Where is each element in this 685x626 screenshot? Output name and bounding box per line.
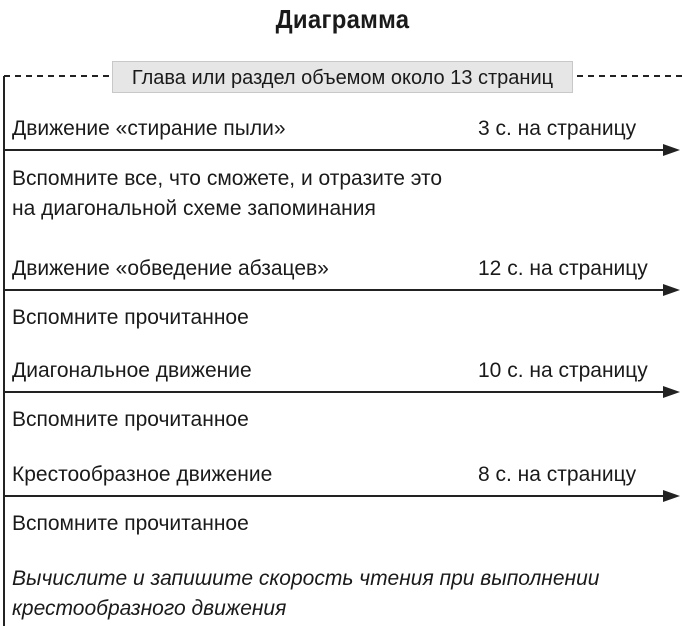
diagram-title: Диаграмма xyxy=(275,4,410,34)
step-2-speed: 12 с. на страницу xyxy=(478,257,648,280)
step-3-label: Диагональное движение xyxy=(12,359,252,382)
recall-2: Вспомните прочитанное xyxy=(12,306,249,329)
recall-4: Вспомните прочитанное xyxy=(12,512,249,535)
header-box: Глава или раздел объемом около 13 страниц xyxy=(112,61,573,93)
step-1-label: Движение «стирание пыли» xyxy=(12,117,286,140)
step-4-label: Крестообразное движение xyxy=(12,463,273,486)
recall-1-line-1: Вспомните все, что сможете, и отразите это xyxy=(12,167,443,190)
final-note-line-2: крестообразного движения xyxy=(12,597,287,620)
arrow-2 xyxy=(4,284,680,296)
arrow-1 xyxy=(4,144,680,156)
recall-1-line-2: на диагональной схеме запоминания xyxy=(12,197,376,220)
recall-3: Вспомните прочитанное xyxy=(12,408,249,431)
final-note-line-1: Вычислите и запишите скорость чтения при выполнении xyxy=(12,567,600,590)
arrow-3 xyxy=(4,386,680,398)
step-4-speed: 8 с. на страницу xyxy=(478,463,637,486)
step-3-speed: 10 с. на страницу xyxy=(478,359,648,382)
step-1-speed: 3 с. на страницу xyxy=(478,117,637,140)
arrow-4 xyxy=(4,490,680,502)
step-2-label: Движение «обведение абзацев» xyxy=(12,257,329,280)
